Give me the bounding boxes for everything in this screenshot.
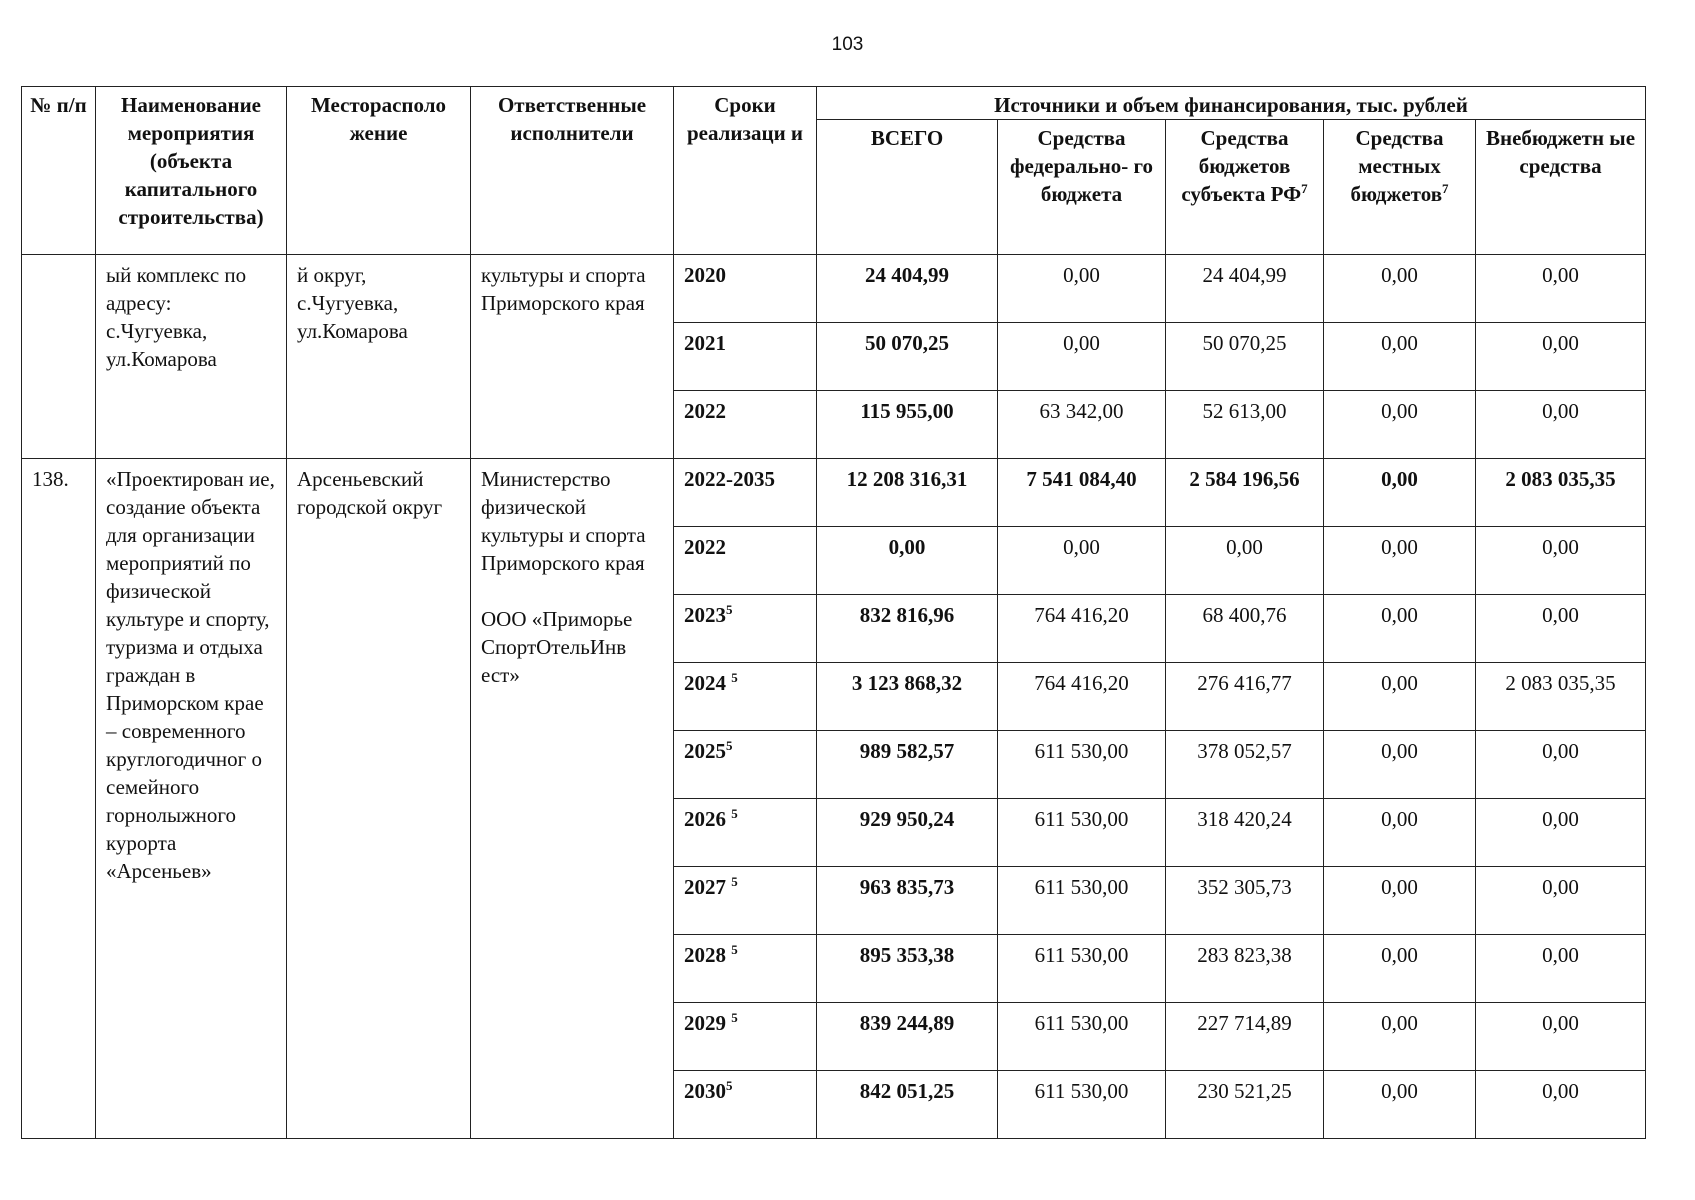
- federal-cell: 611 530,00: [998, 867, 1166, 935]
- table-row: [22, 459, 1646, 527]
- footnote-mark: 5: [726, 1078, 733, 1093]
- event-name-cell: «Проектирован ие, создание объекта для организации мероприятий по физической культуре и спорту, туризма и отдыха граждан в Приморском крае – современного круглогодичног о семейного горнолыжного курорта «Арсеньев»: [96, 459, 287, 1139]
- subject-cell: 68 400,76: [1166, 595, 1324, 663]
- extra-cell: 0,00: [1476, 255, 1646, 323]
- total-cell: 12 208 316,31: [817, 459, 998, 527]
- local-cell: 0,00: [1324, 731, 1476, 799]
- executors-cell: [471, 459, 674, 1139]
- federal-cell: 611 530,00: [998, 935, 1166, 1003]
- subject-cell: 52 613,00: [1166, 391, 1324, 459]
- subject-cell: 276 416,77: [1166, 663, 1324, 731]
- subject-cell: 50 070,25: [1166, 323, 1324, 391]
- total-cell: 963 835,73: [817, 867, 998, 935]
- year-cell: [674, 1003, 817, 1071]
- year-text: 2024: [684, 671, 732, 695]
- row-number-cell: 138.: [22, 459, 96, 1139]
- extra-cell: 0,00: [1476, 391, 1646, 459]
- total-cell: 0,00: [817, 527, 998, 595]
- extra-cell: 0,00: [1476, 595, 1646, 663]
- year-cell: [674, 935, 817, 1003]
- header-local-text: Средства местных бюджетов: [1350, 126, 1444, 206]
- header-financing-group: Источники и объем финансирования, тыс. рублей: [817, 87, 1646, 120]
- year-cell: [674, 799, 817, 867]
- header-num: № п/п: [22, 87, 96, 255]
- total-cell: 832 816,96: [817, 595, 998, 663]
- footnote-mark: 5: [726, 738, 733, 753]
- year-cell: [674, 391, 817, 459]
- year-text: 2028: [684, 943, 732, 967]
- footnote-mark: 5: [731, 942, 738, 957]
- local-cell: 0,00: [1324, 1071, 1476, 1139]
- footnote-mark: 5: [731, 670, 738, 685]
- header-location: Месторасполо жение: [287, 87, 471, 255]
- footnote-mark: 5: [726, 602, 733, 617]
- footnote-mark: 5: [731, 806, 738, 821]
- subject-cell: 352 305,73: [1166, 867, 1324, 935]
- total-cell: 839 244,89: [817, 1003, 998, 1071]
- footnote-mark: 7: [1301, 181, 1308, 196]
- local-cell: 0,00: [1324, 527, 1476, 595]
- year-text: 2030: [684, 1079, 726, 1103]
- header-executors: Ответственные исполнители: [471, 87, 674, 255]
- federal-cell: 611 530,00: [998, 799, 1166, 867]
- federal-cell: 63 342,00: [998, 391, 1166, 459]
- local-cell: 0,00: [1324, 1003, 1476, 1071]
- total-cell: 50 070,25: [817, 323, 998, 391]
- local-cell: 0,00: [1324, 595, 1476, 663]
- year-text: 2025: [684, 739, 726, 763]
- total-cell: 115 955,00: [817, 391, 998, 459]
- subject-cell: 227 714,89: [1166, 1003, 1324, 1071]
- extra-cell: 0,00: [1476, 731, 1646, 799]
- subject-cell: 0,00: [1166, 527, 1324, 595]
- subject-cell: 378 052,57: [1166, 731, 1324, 799]
- footnote-mark: 5: [731, 1010, 738, 1025]
- total-cell: 3 123 868,32: [817, 663, 998, 731]
- year-cell: [674, 323, 817, 391]
- year-cell: [674, 255, 817, 323]
- year-cell: [674, 1071, 817, 1139]
- header-federal: Средства федерально- го бюджета: [998, 120, 1166, 255]
- executor-company: ООО «Приморье СпортОтельИнв ест»: [481, 607, 633, 687]
- executor-ministry: Министерство физической культуры и спорта Приморского края: [481, 467, 646, 575]
- subject-cell: 318 420,24: [1166, 799, 1324, 867]
- extra-cell: 2 083 035,35: [1476, 459, 1646, 527]
- federal-cell: 611 530,00: [998, 731, 1166, 799]
- local-cell: 0,00: [1324, 459, 1476, 527]
- year-cell: [674, 459, 817, 527]
- total-cell: 895 353,38: [817, 935, 998, 1003]
- total-cell: 929 950,24: [817, 799, 998, 867]
- federal-cell: 0,00: [998, 255, 1166, 323]
- federal-cell: 611 530,00: [998, 1071, 1166, 1139]
- row-number-cell: [22, 255, 96, 459]
- local-cell: 0,00: [1324, 323, 1476, 391]
- year-text: 2021: [684, 331, 726, 355]
- header-extra: Внебюджетн ые средства: [1476, 120, 1646, 255]
- page-number: 103: [831, 34, 864, 55]
- local-cell: 0,00: [1324, 867, 1476, 935]
- year-cell: [674, 867, 817, 935]
- year-text: 2023: [684, 603, 726, 627]
- financing-table: [21, 86, 1646, 1139]
- federal-cell: 7 541 084,40: [998, 459, 1166, 527]
- header-local: [1324, 120, 1476, 255]
- extra-cell: 0,00: [1476, 867, 1646, 935]
- extra-cell: 0,00: [1476, 935, 1646, 1003]
- federal-cell: 0,00: [998, 323, 1166, 391]
- header-period: Сроки реализаци и: [674, 87, 817, 255]
- header-name: Наименование мероприятия (объекта капитального строительства): [96, 87, 287, 255]
- year-cell: [674, 731, 817, 799]
- header-total: ВСЕГО: [817, 120, 998, 255]
- subject-cell: 283 823,38: [1166, 935, 1324, 1003]
- table-body: [22, 255, 1646, 1139]
- event-name-cell: ый комплекс по адресу: с.Чугуевка, ул.Комарова: [96, 255, 287, 459]
- year-text: 2022: [684, 399, 726, 423]
- extra-cell: 0,00: [1476, 1071, 1646, 1139]
- local-cell: 0,00: [1324, 255, 1476, 323]
- extra-cell: 0,00: [1476, 1003, 1646, 1071]
- total-cell: 989 582,57: [817, 731, 998, 799]
- year-cell: [674, 527, 817, 595]
- total-cell: 24 404,99: [817, 255, 998, 323]
- local-cell: 0,00: [1324, 799, 1476, 867]
- extra-cell: 2 083 035,35: [1476, 663, 1646, 731]
- footnote-mark: 5: [731, 874, 738, 889]
- local-cell: 0,00: [1324, 663, 1476, 731]
- table-row: [22, 255, 1646, 323]
- local-cell: 0,00: [1324, 391, 1476, 459]
- executor-text: культуры и спорта Приморского края: [481, 263, 646, 315]
- federal-cell: 764 416,20: [998, 663, 1166, 731]
- year-cell: [674, 663, 817, 731]
- header-row: [22, 87, 1646, 120]
- header-subject-text: Средства бюджетов субъекта РФ: [1181, 126, 1302, 206]
- federal-cell: 0,00: [998, 527, 1166, 595]
- location-cell: й округ, с.Чугуевка, ул.Комарова: [287, 255, 471, 459]
- federal-cell: 764 416,20: [998, 595, 1166, 663]
- extra-cell: 0,00: [1476, 323, 1646, 391]
- year-text: 2029: [684, 1011, 732, 1035]
- location-cell: Арсеньевский городской округ: [287, 459, 471, 1139]
- year-text: 2026: [684, 807, 732, 831]
- executor-gap: [481, 577, 663, 605]
- total-cell: 842 051,25: [817, 1071, 998, 1139]
- federal-cell: 611 530,00: [998, 1003, 1166, 1071]
- year-text: 2022-2035: [684, 467, 775, 491]
- footnote-mark: 7: [1442, 181, 1449, 196]
- extra-cell: 0,00: [1476, 799, 1646, 867]
- local-cell: 0,00: [1324, 935, 1476, 1003]
- subject-cell: 2 584 196,56: [1166, 459, 1324, 527]
- year-cell: [674, 595, 817, 663]
- year-text: 2022: [684, 535, 726, 559]
- subject-cell: 24 404,99: [1166, 255, 1324, 323]
- extra-cell: 0,00: [1476, 527, 1646, 595]
- subject-cell: 230 521,25: [1166, 1071, 1324, 1139]
- year-text: 2020: [684, 263, 726, 287]
- executors-cell: [471, 255, 674, 459]
- year-text: 2027: [684, 875, 732, 899]
- header-subject: [1166, 120, 1324, 255]
